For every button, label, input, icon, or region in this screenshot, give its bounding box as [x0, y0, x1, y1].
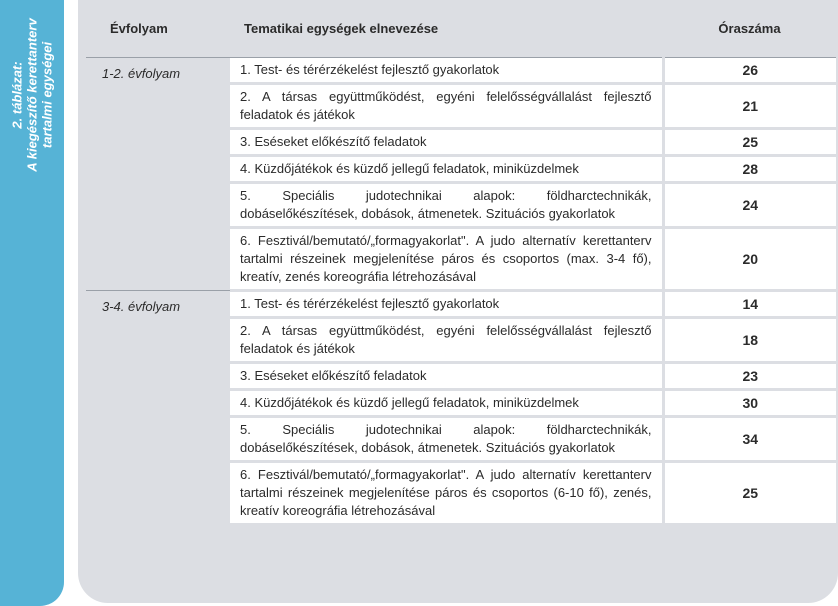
unit-name: 1. Test- és térérzékelést fejlesztő gyakorlatok [230, 291, 663, 318]
grade-label: 3-4. évfolyam [86, 291, 230, 525]
hours-value: 18 [663, 318, 836, 363]
table-row [86, 291, 836, 318]
caption-line-3: tartalmi egységei [39, 41, 55, 149]
side-tab [0, 0, 64, 606]
hours-value: 28 [663, 156, 836, 183]
table-card [78, 0, 838, 603]
grade-label: 1-2. évfolyam [86, 58, 230, 291]
hours-value: 21 [663, 84, 836, 129]
hours-value: 20 [663, 228, 836, 291]
unit-name: 3. Eséseket előkészítő feladatok [230, 129, 663, 156]
unit-name: 2. A társas együttműködést, egyéni felelősségvállalást fejlesztő feladatok és játékok [230, 318, 663, 363]
hours-value: 25 [663, 462, 836, 525]
unit-name: 6. Fesztivál/bemutató/„formagyakorlat". A judo alternatív kerettanterv tartalmi részeinek megjelenítése páros és csoportos (6-10 fő), zenés, kreatív koreográfia létrehozásával [230, 462, 663, 525]
hours-value: 25 [663, 129, 836, 156]
hours-value: 26 [663, 58, 836, 84]
unit-name: 4. Küzdőjátékok és küzdő jellegű feladatok, miniküzdelmek [230, 156, 663, 183]
unit-name: 4. Küzdőjátékok és küzdő jellegű feladatok, miniküzdelmek [230, 390, 663, 417]
unit-name: 5. Speciális judotechnikai alapok: földharctechnikák, dobáselőkészítések, dobások, átmenetek. Szituációs gyakorlatok [230, 183, 663, 228]
unit-name: 3. Eséseket előkészítő feladatok [230, 363, 663, 390]
unit-name: 5. Speciális judotechnikai alapok: földharctechnikák, dobáselőkészítések, dobások, átmenetek. Szituációs gyakorlatok [230, 417, 663, 462]
header-hours: Óraszáma [718, 21, 781, 36]
caption-line-2: A kiegészítő kerettanterv [24, 18, 40, 172]
table-body [86, 58, 836, 525]
table-caption [10, 0, 55, 195]
caption-line-1: 2. táblázat: [9, 61, 25, 129]
hours-value: 34 [663, 417, 836, 462]
hours-value: 23 [663, 363, 836, 390]
unit-name: 2. A társas együttműködést, egyéni felelősségvállalást fejlesztő feladatok és játékok [230, 84, 663, 129]
hours-value: 14 [663, 291, 836, 318]
unit-name: 1. Test- és térérzékelést fejlesztő gyakorlatok [230, 58, 663, 84]
unit-name: 6. Fesztivál/bemutató/„formagyakorlat". A judo alternatív kerettanterv tartalmi részeinek megjelenítése páros és csoportos (max. 3-4 fő), kreatív, zenés koreográfia létrehozásával [230, 228, 663, 291]
hours-value: 30 [663, 390, 836, 417]
curriculum-table [86, 0, 836, 526]
header-grade: Évfolyam [110, 21, 168, 36]
table-row [86, 58, 836, 84]
header-unit: Tematikai egységek elnevezése [244, 21, 439, 36]
hours-value: 24 [663, 183, 836, 228]
header-row [86, 0, 836, 58]
